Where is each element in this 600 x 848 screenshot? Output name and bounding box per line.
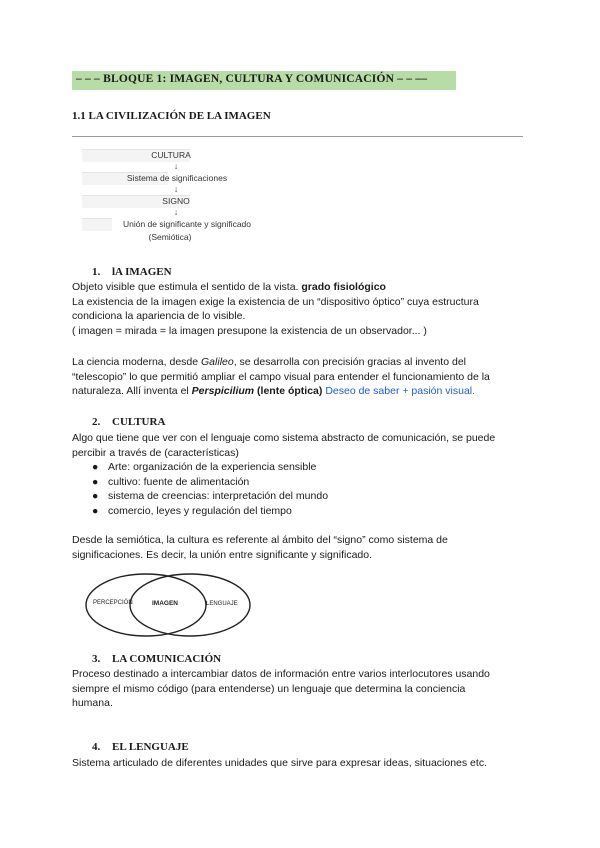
list-item-text: comercio, leyes y regulación del tiempo: [108, 504, 292, 517]
heading-lenguaje: [92, 741, 189, 753]
text-line: condiciona la apariencia de lo visible.: [72, 310, 246, 322]
block-banner: [72, 71, 456, 90]
bold-italic-text: Perspicilium: [191, 385, 255, 397]
diagram-arrow: ↓: [173, 207, 179, 217]
cultura-intro: [72, 431, 532, 460]
text-line: “telescopio” lo que permitió ampliar el campo visual para entender el funcionamiento de la: [72, 370, 490, 383]
list-item-text: cultivo: fuente de alimentación: [108, 475, 250, 488]
diagram-union: Unión de significante y significado: [122, 219, 252, 229]
text-line: percibir a través de (características): [72, 446, 239, 459]
text-line: humana.: [72, 697, 113, 709]
science-paragraph: [72, 355, 532, 399]
diagram-arrow: ↓: [173, 161, 179, 171]
heading-cultura: [92, 416, 165, 428]
text-line: Algo que tiene que ver con el lenguaje como sistema abstracto de comunicación, se puede: [72, 432, 496, 444]
lenguaje-paragraph: [72, 756, 532, 771]
section-title: 1.1 LA CIVILIZACIÓN DE LA IMAGEN: [72, 110, 271, 122]
diagram-arrow: ↓: [173, 184, 179, 194]
text-line: Sistema articulado de diferentes unidades que sirve para expresar ideas, situaciones etc.: [72, 757, 487, 769]
highlight-text: Deseo de saber + pasión visual.: [325, 385, 476, 397]
text-line: significaciones. Es decir, la unión entre significante y significado.: [72, 548, 372, 561]
list-item-text: sistema de creencias: interpretación del mundo: [108, 490, 329, 502]
heading-text: LA COMUNICACIÓN: [112, 653, 222, 665]
text: , se desarrolla con precisión gracias al invento del: [233, 356, 466, 368]
imagen-paragraph: [72, 280, 532, 338]
text: naturaleza. Allí inventa el: [72, 385, 189, 397]
text: La ciencia moderna, desde: [72, 356, 199, 368]
list-item: ● cultivo: fuente de alimentación: [92, 475, 250, 488]
text: Objeto visible que estimula el sentido de la vista.: [72, 281, 299, 293]
list-item: ● comercio, leyes y regulación del tiempo: [92, 504, 292, 517]
text-line: La existencia de la imagen exige la existencia de un “dispositivo óptico” cuya estructura: [72, 295, 479, 308]
heading-text: CULTURA: [112, 416, 166, 428]
italic-text: Galileo: [201, 356, 234, 368]
diagram-cultura: CULTURA: [151, 150, 191, 160]
heading-imagen: [92, 266, 172, 278]
heading-number: 2.: [92, 416, 101, 428]
divider: [72, 136, 523, 137]
text-line: Proceso destinado a intercambiar datos de información entre varios interlocutores usando: [72, 668, 490, 680]
text-line: Desde la semiótica, la cultura es referente al ámbito del “signo” como sistema de: [72, 534, 448, 546]
heading-text: EL LENGUAJE: [112, 741, 189, 753]
cultura-semiotica-paragraph: [72, 533, 532, 562]
heading-number: 4.: [92, 741, 101, 753]
venn-label-percepcion: PERCEPCIÓN: [93, 600, 133, 606]
bold-text: grado fisiológico: [301, 281, 386, 293]
list-item-text: Arte: organización de la experiencia sensible: [108, 461, 317, 473]
venn-label-lenguaje: LENGUAJE: [206, 601, 238, 607]
list-item: ● sistema de creencias: interpretación del mundo: [92, 490, 329, 502]
heading-text: lA IMAGEN: [112, 266, 172, 278]
heading-comunicacion: [92, 653, 221, 665]
diagram-sistema: Sistema de significaciones: [126, 173, 228, 183]
diagram-semiotica: (Semiótica): [148, 232, 192, 242]
list-item: ● Arte: organización de la experiencia sensible: [92, 461, 317, 473]
comunicacion-paragraph: [72, 667, 532, 711]
heading-number: 1.: [92, 266, 101, 278]
text-line: ( imagen = mirada = la imagen presupone la existencia de un observador... ): [72, 324, 427, 337]
venn-label-imagen: IMAGEN: [152, 600, 178, 607]
cultura-bullets: [92, 460, 328, 518]
diagram-signo: SIGNO: [162, 196, 190, 206]
concept-diagram: [82, 147, 272, 247]
bold-text: (lente óptica): [257, 385, 323, 397]
heading-number: 3.: [92, 653, 101, 665]
banner-title: – – – BLOQUE 1: IMAGEN, CULTURA Y COMUNICACIÓN – – ––: [76, 73, 428, 85]
text-line: siempre el mismo código (para entenderse) un lenguaje que determina la conciencia: [72, 682, 466, 695]
